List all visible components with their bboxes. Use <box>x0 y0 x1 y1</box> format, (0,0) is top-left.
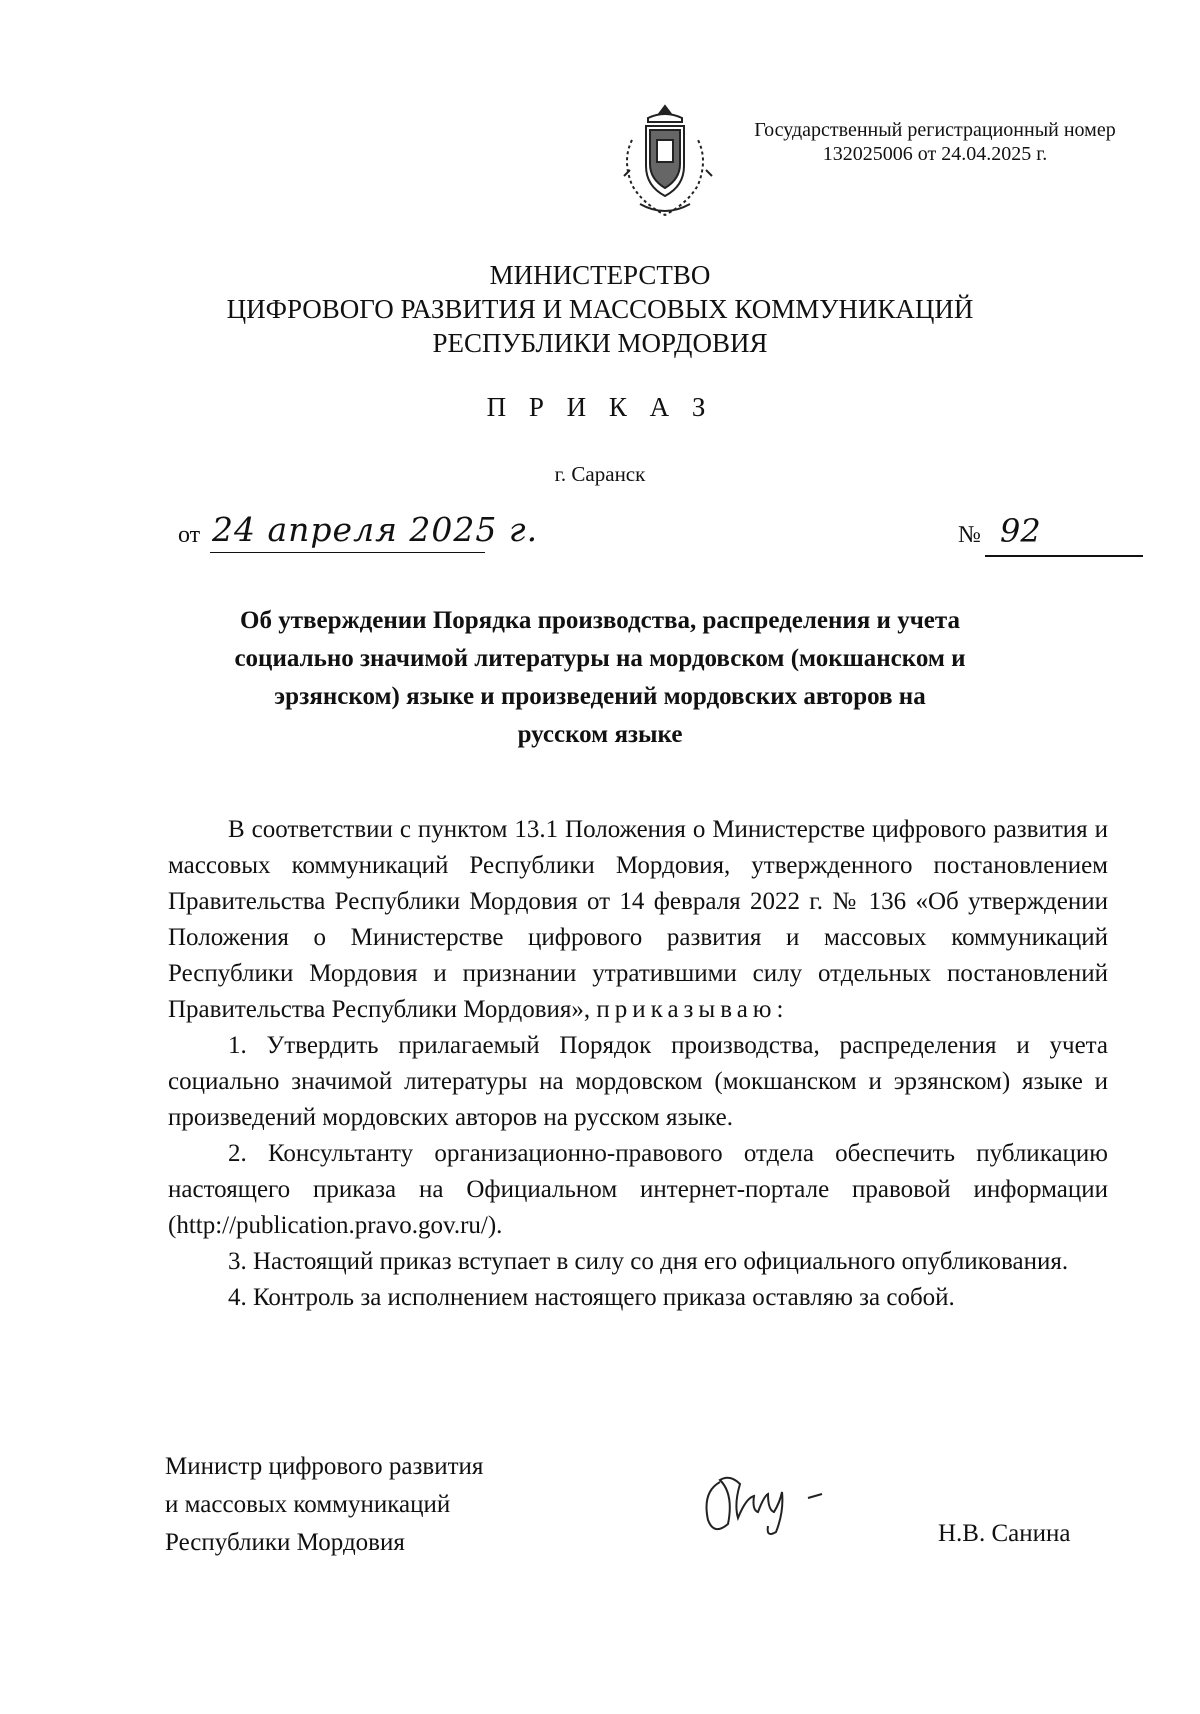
decree-word: приказываю: <box>596 996 789 1023</box>
city: г. Саранск <box>554 462 646 486</box>
signer-name: Н.В. Санина <box>938 1520 1071 1547</box>
ministry-line1: МИНИСТЕРСТВО <box>489 260 711 290</box>
number-underline <box>985 555 1143 557</box>
order-item-3: 3. Настоящий приказ вступает в силу со дня его официального опубликования. <box>228 1248 1069 1275</box>
registration-number <box>745 118 1125 166</box>
ministry-header <box>0 258 1200 360</box>
document-title: П Р И К А З <box>486 392 714 422</box>
order-item-1: 1. Утвердить прилагаемый Порядок производства, распределения и учета социально значимой литературы на мордовском (мокшанском и эрзянском) языке и произведений мордовских авторов на русском языке. <box>168 1032 1108 1131</box>
signer-position-line1: Министр цифрового развития <box>165 1453 484 1480</box>
date-prefix: от <box>178 522 201 548</box>
signature-icon <box>690 1462 840 1542</box>
order-item-2: 2. Консультанту организационно-правового отдела обеспечить публикацию настоящего приказа на Официальном интернет-портале правовой информации (http://publication.pravo.gov.ru/). <box>168 1140 1108 1239</box>
coat-of-arms-icon <box>610 100 720 224</box>
order-item-4: 4. Контроль за исполнением настоящего приказа оставляю за собой. <box>228 1284 955 1311</box>
signer-position-line3: Республики Мордовия <box>165 1529 405 1556</box>
document-body <box>168 812 1108 1316</box>
preamble-text: В соответствии с пунктом 13.1 Положения о Министерстве цифрового развития и массовых коммуникаций Республики Мордовия, утвержденного постановлением Правительства Республики Мордовия от 14 февраля 2022 г. № 136 «Об утверждении Положения о Министерстве цифрового развития и массовых коммуникаций Республики Мордовия и признании утратившими силу отдельных постановлений Правительства Республики Мордовия», <box>168 816 1108 1023</box>
date-handwritten: 24 апреля 2025 г. <box>212 510 539 549</box>
preamble-paragraph <box>168 812 1108 1028</box>
document-subject: Об утверждении Порядка производства, распределения и учета социально значимой литературы на мордовском (мокшанском и эрзянском) языке и произведений мордовских авторов на русском языке <box>234 607 966 748</box>
ministry-line2: ЦИФРОВОГО РАЗВИТИЯ И МАССОВЫХ КОММУНИКАЦИЙ <box>226 294 974 324</box>
signer-position-line2: и массовых коммуникаций <box>165 1491 451 1518</box>
signer-position <box>165 1448 483 1562</box>
date-underline <box>210 552 485 553</box>
registration-line2: 132025006 от 24.04.2025 г. <box>822 143 1048 165</box>
number-handwritten: 92 <box>1000 512 1041 550</box>
ministry-line3: РЕСПУБЛИКИ МОРДОВИЯ <box>432 328 768 358</box>
registration-line1: Государственный регистрационный номер <box>754 119 1116 141</box>
number-prefix: № <box>958 522 981 548</box>
